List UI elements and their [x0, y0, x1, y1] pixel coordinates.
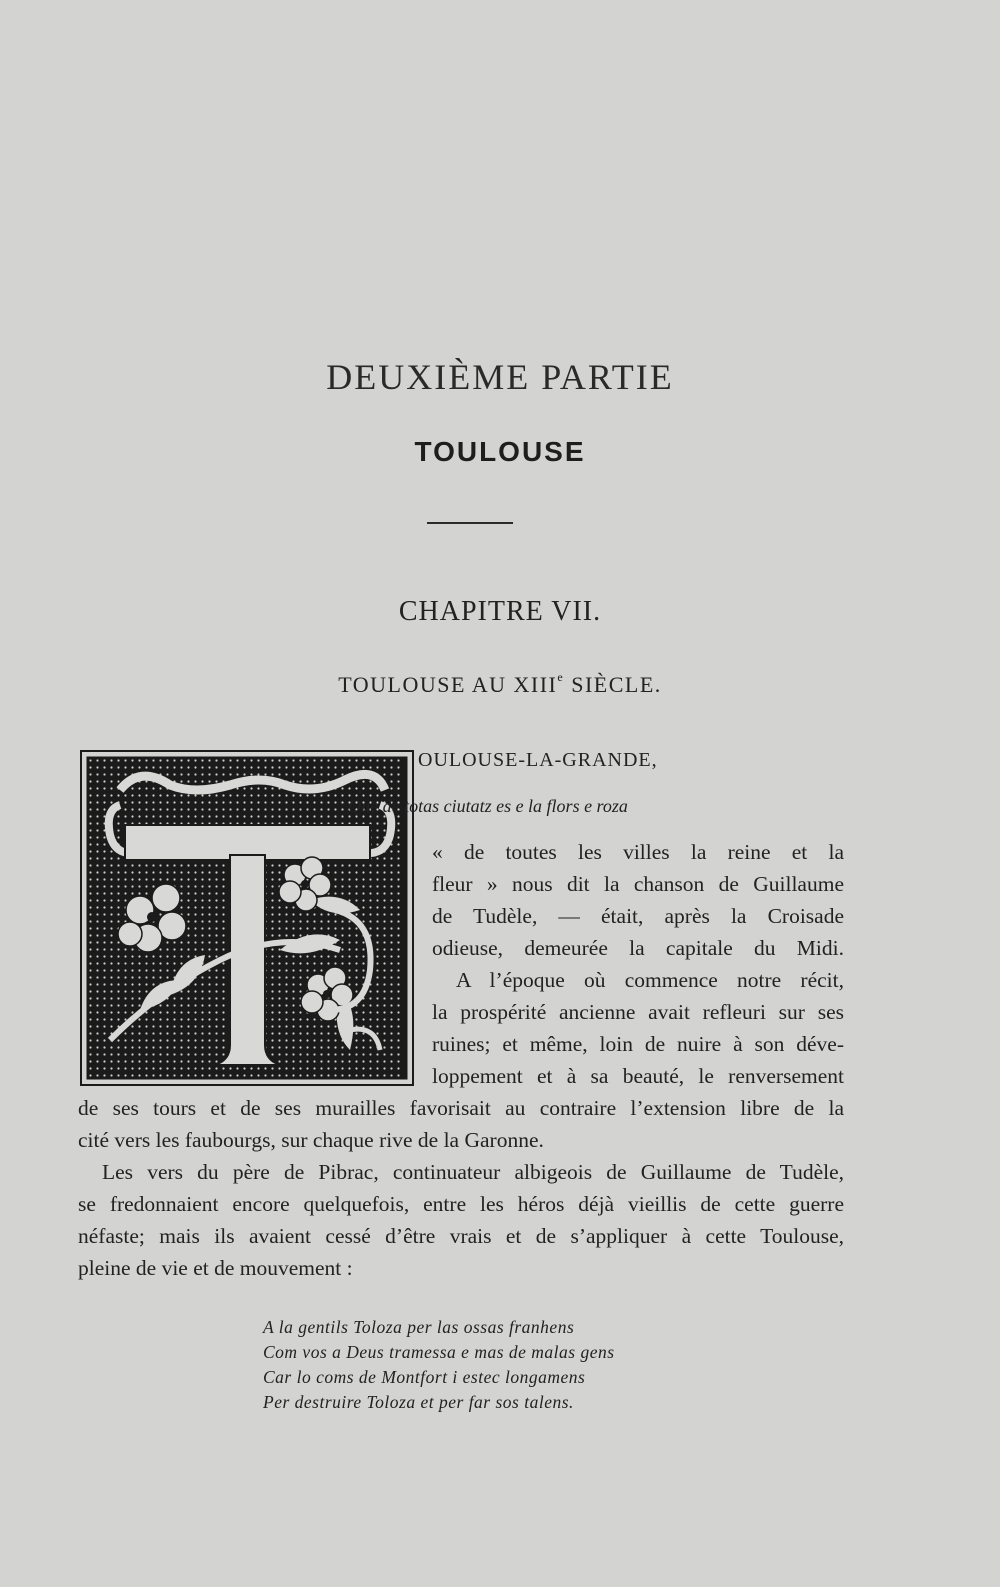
body-line-6: pleine de vie et de mouvement :: [78, 1256, 353, 1280]
body-line-5: néfaste; mais ils avaient cessé d’être vrais et de s’appliquer à cette Toulouse,: [78, 1224, 844, 1248]
wrapped-line-6: la prospérité ancienne avait refleuri sur ses: [432, 1000, 844, 1024]
verse-line-1: A la gentils Toloza per las ossas franhens: [263, 1317, 575, 1337]
part-title: DEUXIÈME PARTIE: [326, 357, 674, 397]
verse-line-2: Com vos a Deus tramessa e mas de malas gens: [263, 1342, 615, 1362]
body-line-2: cité vers les faubourgs, sur chaque rive de la Garonne.: [78, 1128, 544, 1152]
chapter-heading: CHAPITRE VII.: [398, 596, 602, 627]
wrapped-line-4: odieuse, demeurée la capitale du Midi.: [432, 936, 844, 960]
verse-block: [263, 1315, 615, 1415]
body-line-3: Les vers du père de Pibrac, continuateur albigeois de Guillaume de Tudèle,: [102, 1160, 844, 1184]
verse-line-4: Per destruire Toloza et per far sos talens.: [263, 1392, 574, 1412]
lead-line: OULOUSE-LA-GRANDE,: [418, 749, 658, 771]
wrapped-line-5: A l’époque où commence notre récit,: [456, 968, 844, 992]
occitan-quote: Que de totas ciutatz es e la flors e roza: [348, 796, 628, 816]
city-title: TOULOUSE: [414, 436, 586, 467]
wrapped-line-1: « de toutes les villes la reine et la: [432, 840, 844, 864]
wrapped-line-2: fleur » nous dit la chanson de Guillaume: [432, 872, 844, 896]
verse-line-3: Car lo coms de Montfort i estec longamens: [263, 1367, 586, 1387]
body-line-1: de ses tours et de ses murailles favorisait au contraire l’extension libre de la: [78, 1096, 844, 1120]
divider-rule: [427, 522, 513, 524]
wrapped-line-3: de Tudèle, — était, après la Croisade: [432, 904, 844, 928]
body-line-4: se fredonnaient encore quelquefois, entre les héros déjà vieillis de cette guerre: [78, 1192, 844, 1216]
wrapped-line-8: loppement et à sa beauté, le renversement: [432, 1064, 844, 1088]
wrapped-line-7: ruines; et même, loin de nuire à son déve-: [432, 1032, 844, 1056]
chapter-subtitle: TOULOUSE AU XIIIe SIÈCLE.: [338, 670, 662, 697]
